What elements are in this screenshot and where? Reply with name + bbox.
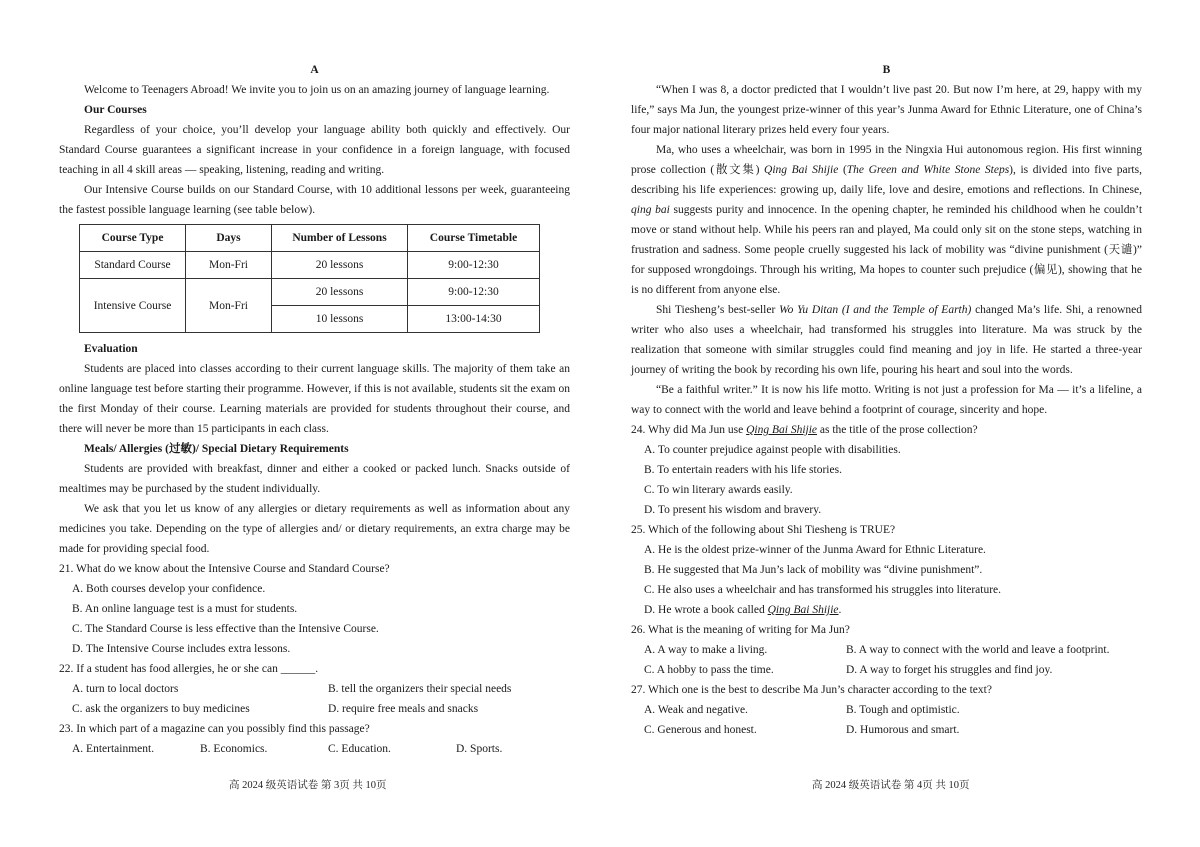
our-courses-heading: Our Courses — [84, 104, 147, 116]
option-d: D. The Intensive Course includes extra lessons. — [72, 643, 291, 655]
question-24 — [631, 420, 1142, 520]
evaluation-paragraph: Students are placed into classes according to their current language skills. The majority of them take an online language test before starting their programme. However, if this is not available, students sit the exam on the first Monday of their course. Learning materials are provided for students throughout their course, and there will never be more than 15 participants in each class. — [59, 363, 570, 435]
options-row — [631, 640, 1142, 660]
options-row — [59, 739, 570, 759]
question-21 — [59, 559, 570, 659]
table-cell: 20 lessons — [272, 252, 408, 279]
term-qing-bai: qing bai — [631, 204, 670, 216]
section-b-title: B — [882, 64, 891, 76]
question-27 — [631, 680, 1142, 740]
table-row — [80, 252, 540, 279]
section-a — [59, 60, 570, 759]
section-b — [631, 60, 1142, 740]
options-row — [59, 679, 570, 699]
course-table — [79, 224, 540, 333]
section-a-title: A — [310, 64, 319, 76]
option-c: C. ask the organizers to buy medicines — [72, 703, 250, 715]
table-header: Course Timetable — [408, 225, 540, 252]
option-d: D. Humorous and smart. — [846, 724, 960, 736]
table-cell: Standard Course — [80, 252, 186, 279]
passage-paragraph-1: “When I was 8, a doctor predicted that I wouldn’t live past 20. But now I’m here, at 29, happy with my life,” says Ma Jun, the youngest prize-winner of this year’s Junma Award for Ethnic Literature, one of China’s four major national literary prizes held every four years. — [631, 84, 1142, 136]
question-22 — [59, 659, 570, 719]
table-cell: 9:00-12:30 — [408, 279, 540, 306]
book-title: Qing Bai Shijie — [767, 604, 839, 616]
option-a: A. turn to local doctors — [72, 683, 179, 695]
option-a: A. Weak and negative. — [644, 704, 748, 716]
question-stem: 24. Why did Ma Jun use Qing Bai Shijie as the title of the prose collection? — [631, 424, 978, 436]
table-cell: 20 lessons — [272, 279, 408, 306]
table-header: Number of Lessons — [272, 225, 408, 252]
option-a: A. He is the oldest prize-winner of the Junma Award for Ethnic Literature. — [644, 544, 986, 556]
table-header: Course Type — [80, 225, 186, 252]
option-a: A. To counter prejudice against people with disabilities. — [644, 444, 901, 456]
passage-paragraph-3: Shi Tiesheng’s best-seller Wo Yu Ditan (I and the Temple of Earth) changed Ma’s life. Shi, a renowned writer who also uses a wheelchair, had transformed his struggles into literature. Ma was struck by the realization that someone with similar struggles could find meaning and joy in life. He started a three-year journey of writing the book by recording his own life, pouring his heart and soul into the words. — [631, 304, 1142, 376]
book-title: Qing Bai Shijie — [746, 424, 818, 436]
option-d: D. To present his wisdom and bravery. — [644, 504, 822, 516]
table-cell: Intensive Course — [80, 279, 186, 333]
option-c: C. He also uses a wheelchair and has transformed his struggles into literature. — [644, 584, 1002, 596]
book-title: Wo Yu Ditan (I and the Temple of Earth) — [779, 304, 972, 316]
options-row — [631, 700, 1142, 720]
option-d: D. He wrote a book called Qing Bai Shijie. — [644, 604, 842, 616]
question-stem: 23. In which part of a magazine can you possibly find this passage? — [59, 723, 370, 735]
table-row — [80, 279, 540, 306]
option-c: C. Education. — [328, 743, 391, 755]
question-stem: 22. If a student has food allergies, he or she can ______. — [59, 663, 319, 675]
option-b: B. To entertain readers with his life stories. — [644, 464, 842, 476]
question-stem: 25. Which of the following about Shi Tiesheng is TRUE? — [631, 524, 896, 536]
option-d: D. Sports. — [456, 743, 503, 755]
page-footer-right: 高 2024 级英语试卷 第 4页 共 10页 — [812, 780, 970, 791]
options-row — [631, 660, 1142, 680]
passage-paragraph-4: “Be a faithful writer.” It is now his life motto. Writing is not just a profession for Ma — it’s a lifeline, a way to connect with the world and leave behind a footprint of courage, sincerity and hope. — [631, 384, 1142, 416]
option-a: A. A way to make a living. — [644, 644, 768, 656]
option-c: C. To win literary awards easily. — [644, 484, 793, 496]
table-cell: 10 lessons — [272, 306, 408, 333]
option-a: A. Entertainment. — [72, 743, 155, 755]
book-title: Qing Bai Shijie — [764, 164, 839, 176]
intro-paragraph: Welcome to Teenagers Abroad! We invite you to join us on an amazing journey of language learning. — [84, 84, 550, 96]
option-b: B. Tough and optimistic. — [846, 704, 960, 716]
question-26 — [631, 620, 1142, 680]
question-stem: 26. What is the meaning of writing for Ma Jun? — [631, 624, 850, 636]
table-cell: 13:00-14:30 — [408, 306, 540, 333]
option-a: A. Both courses develop your confidence. — [72, 583, 266, 595]
table-header: Days — [186, 225, 272, 252]
question-stem: 27. Which one is the best to describe Ma Jun’s character according to the text? — [631, 684, 992, 696]
courses-paragraph-1: Regardless of your choice, you’ll develop your language ability both quickly and effectively. Our Standard Course guarantees a significant increase in your confidence in a foreign language, with focused teaching in all 4 skill areas — speaking, listening, reading and writing. — [59, 124, 570, 176]
option-b: B. He suggested that Ma Jun’s lack of mobility was “divine punishment”. — [644, 564, 983, 576]
option-b: B. An online language test is a must for students. — [72, 603, 298, 615]
page-footer-left: 高 2024 级英语试卷 第 3页 共 10页 — [229, 780, 387, 791]
option-b: B. tell the organizers their special needs — [328, 683, 512, 695]
option-d: D. A way to forget his struggles and find joy. — [846, 664, 1053, 676]
meals-paragraph-2: We ask that you let us know of any allergies or dietary requirements as well as information about any medicines you take. Depending on the type of allergies and/ or dietary requirements, an extra charge may be made for providing special food. — [59, 503, 570, 555]
table-cell: Mon-Fri — [186, 252, 272, 279]
options-row — [631, 720, 1142, 740]
option-b: B. A way to connect with the world and leave a footprint. — [846, 644, 1110, 656]
meals-heading: Meals/ Allergies (过敏)/ Special Dietary Requirements — [84, 443, 349, 455]
option-c: C. The Standard Course is less effective than the Intensive Course. — [72, 623, 379, 635]
table-cell: 9:00-12:30 — [408, 252, 540, 279]
question-25 — [631, 520, 1142, 620]
option-c: C. A hobby to pass the time. — [644, 664, 774, 676]
book-title-english: The Green and White Stone Steps — [846, 164, 1010, 176]
question-stem: 21. What do we know about the Intensive Course and Standard Course? — [59, 563, 390, 575]
option-b: B. Economics. — [200, 743, 268, 755]
evaluation-heading: Evaluation — [84, 343, 138, 355]
passage-paragraph-2: Ma, who uses a wheelchair, was born in 1995 in the Ningxia Hui autonomous region. His first winning prose collection (散文集) Qing Bai Shijie (The Green and White Stone Steps), is divided into five parts, describing his life experiences: growing up, daily life, love and desire, emotions and reflections. In Chinese, qing bai suggests purity and innocence. In the opening chapter, he reminded his childhood when he couldn’t move or stand without help. While his peers ran and played, Ma could only sit on the stone steps, watching in frustration and sadness. Some people cruelly suggested his lack of mobility was “divine punishment (天谴)” for supposed wrongdoings. Through his writing, Ma hopes to counter such prejudice (偏见), showing that he is no different from anyone else. — [631, 144, 1143, 296]
option-d: D. require free meals and snacks — [328, 703, 479, 715]
courses-paragraph-2: Our Intensive Course builds on our Standard Course, with 10 additional lessons per week, guaranteeing the fastest possible language learning (see table below). — [59, 184, 570, 216]
meals-paragraph-1: Students are provided with breakfast, dinner and either a cooked or packed lunch. Snacks outside of mealtimes may be purchased by the student individually. — [59, 463, 570, 495]
table-header-row — [80, 225, 540, 252]
options-row — [59, 699, 570, 719]
table-cell: Mon-Fri — [186, 279, 272, 333]
option-c: C. Generous and honest. — [644, 724, 757, 736]
question-23 — [59, 719, 570, 759]
